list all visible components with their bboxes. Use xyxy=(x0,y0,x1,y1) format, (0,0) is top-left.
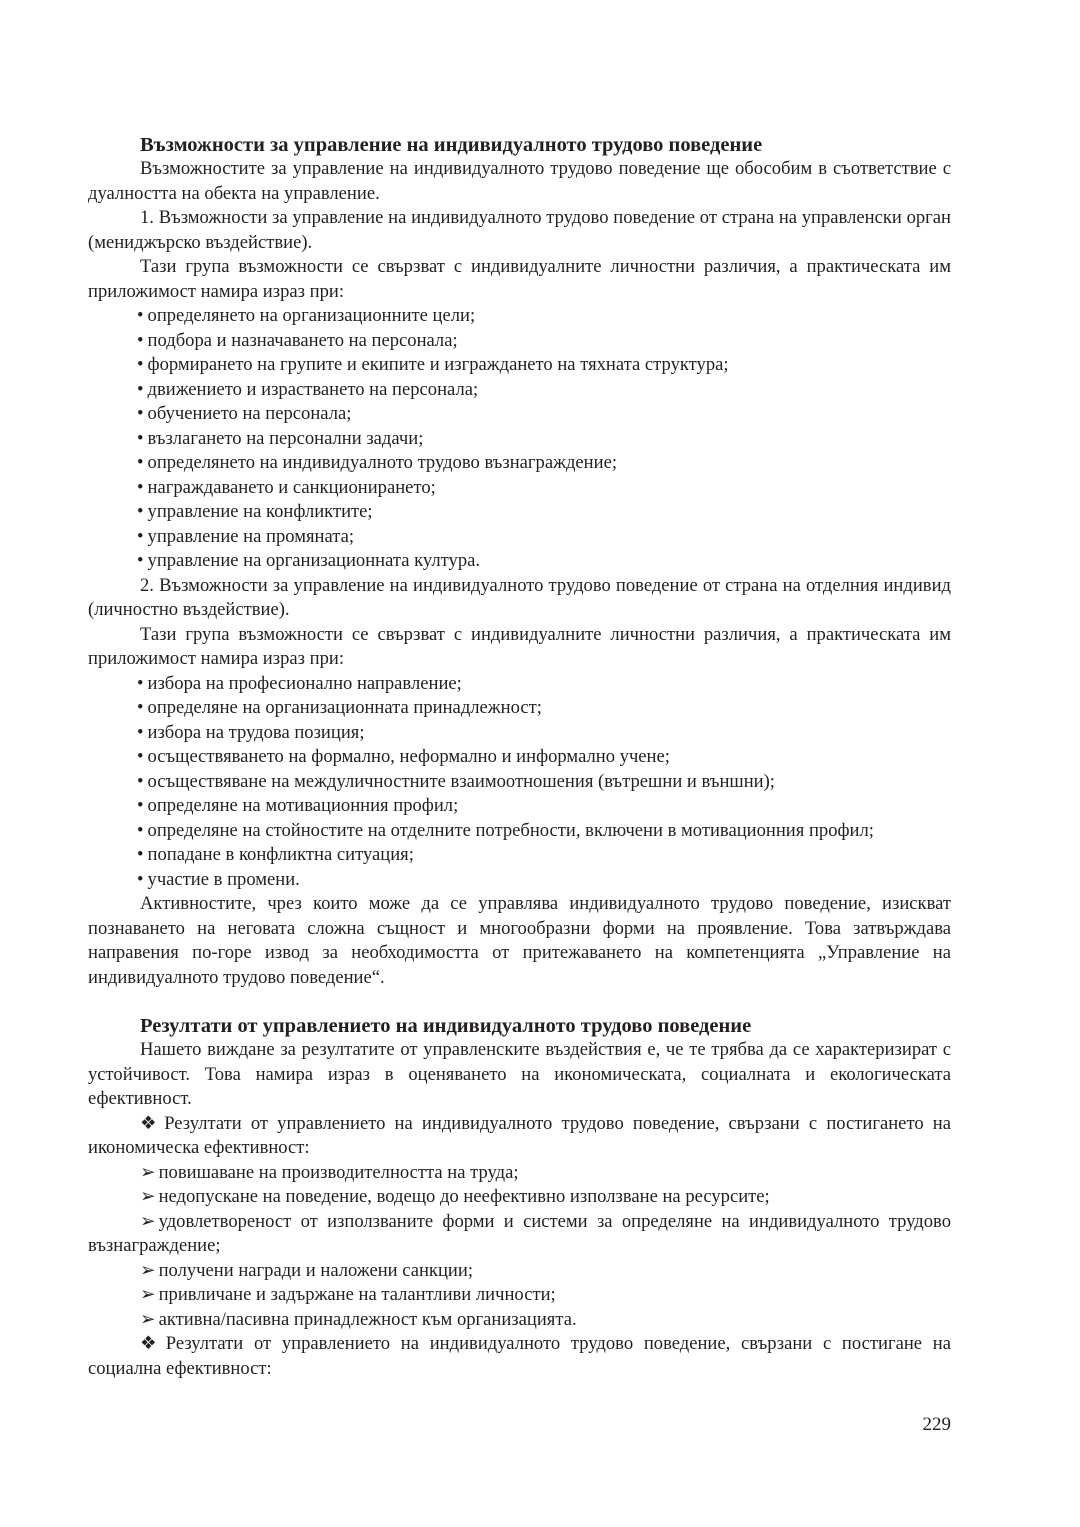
bullet-marker: • xyxy=(137,476,144,498)
bullet-marker: • xyxy=(137,550,144,571)
bullet-marker: • xyxy=(137,697,144,718)
list-item: • обучението на персонала; xyxy=(137,403,352,424)
bullet-marker: • xyxy=(137,746,144,767)
arrow-marker: ➢ xyxy=(140,1284,156,1305)
page-content xyxy=(88,133,951,1381)
list-item: ➢ недопускане на поведение, водещо до неефективно използване на ресурсите; xyxy=(140,1186,770,1207)
list-item: • формирането на групите и екипите и изграждането на тяхната структура; xyxy=(137,354,729,375)
paragraph-results-intro: Нашето виждане за резултатите от управленските въздействия е, че те трябва да се характеризират с устойчивост. Това намира израз в оценяването на икономическата, социалната и екологическата ефективност. xyxy=(88,1039,951,1109)
bullet-marker: • xyxy=(137,868,144,890)
list-item: ➢ привличане и задържане на талантливи личности; xyxy=(140,1284,556,1305)
arrow-marker: ➢ xyxy=(140,1186,156,1207)
section-heading-results: Резултати от управлението на индивидуалното трудово поведение xyxy=(140,1015,752,1037)
paragraph-group1-intro: Тази група възможности се свързват с индивидуалните личностни различия, а практическата им приложимост намира израз при: xyxy=(88,256,951,302)
list-item: • движението и израстването на персонала; xyxy=(137,378,479,400)
bullet-marker: • xyxy=(137,305,144,326)
paragraph-closing: Активностите, чрез които може да се управлява индивидуалното трудово поведение, изискват познаването на неговата сложна същност и многообразни форми на проявление. Това затвърждава направения по-горе извод за необходимостта от притежаването на компетенцията „Управление на индивидуалното трудово поведение“. xyxy=(88,893,951,988)
diamond-marker: ❖ xyxy=(140,1333,163,1354)
paragraph-social-intro: ❖ Резултати от управлението на индивидуалното трудово поведение, свързани с постигане на социална ефективност: xyxy=(88,1333,951,1379)
section-heading-possibilities: Възможности за управление на индивидуалното трудово поведение xyxy=(140,134,763,156)
list-item: ➢ повишаване на производителността на труда; xyxy=(140,1161,519,1183)
list-item: • определяне на стойностите на отделните потребности, включени в мотивационния профил; xyxy=(137,819,874,841)
arrow-marker: ➢ xyxy=(140,1210,156,1232)
paragraph-group2-intro: Тази група възможности се свързват с индивидуалните личностни различия, а практическата им приложимост намира израз при: xyxy=(88,623,951,669)
bullet-list-personal xyxy=(88,672,951,893)
bullet-marker: • xyxy=(137,452,144,473)
arrow-marker: ➢ xyxy=(140,1259,156,1281)
list-item: • управление на промяната; xyxy=(137,525,355,547)
paragraph-intro: Възможностите за управление на индивидуалното трудово поведение ще обособим в съответствие с дуалността на обекта на управление. xyxy=(88,158,951,204)
list-item: • избора на трудова позиция; xyxy=(137,721,365,743)
paragraph-item-1: 1. Възможности за управление на индивидуалното трудово поведение от страна на управленски орган (мениджърско въздействие). xyxy=(88,207,951,253)
list-item: • попадане в конфликтна ситуация; xyxy=(137,844,414,865)
list-item: • възлагането на персонални задачи; xyxy=(137,427,424,449)
list-item: ➢ активна/пасивна принадлежност към организацията. xyxy=(140,1308,577,1330)
arrow-marker: ➢ xyxy=(140,1161,156,1183)
list-item: ➢ удовлетвореност от използваните форми и системи за определяне на индивидуалното трудово възнаграждение; xyxy=(88,1210,951,1256)
document-page xyxy=(88,0,951,1527)
list-item: • управление на конфликтите; xyxy=(137,501,373,522)
bullet-marker: • xyxy=(137,427,144,449)
list-item: • подбора и назначаването на персонала; xyxy=(137,329,458,351)
list-item: ➢ получени награди и наложени санкции; xyxy=(140,1259,473,1281)
paragraph-item-2: 2. Възможности за управление на индивидуалното трудово поведение от страна на отделния индивид (личностно въздействие). xyxy=(88,574,951,620)
arrow-marker: ➢ xyxy=(140,1308,156,1330)
bullet-marker: • xyxy=(137,770,144,792)
bullet-marker: • xyxy=(137,844,144,865)
list-item: • осъществяването на формално, неформално и информално учене; xyxy=(137,746,670,767)
list-item: • определянето на организационните цели; xyxy=(137,305,476,326)
list-item: • участие в промени. xyxy=(137,868,300,890)
bullet-marker: • xyxy=(137,721,144,743)
paragraph-economic-intro: ❖ Резултати от управлението на индивидуалното трудово поведение, свързани с постигането на икономическа ефективност: xyxy=(88,1112,951,1158)
list-item: • награждаването и санкционирането; xyxy=(137,476,436,498)
bullet-marker: • xyxy=(137,525,144,547)
list-item: • управление на организационната култура. xyxy=(137,550,481,571)
bullet-marker: • xyxy=(137,795,144,816)
bullet-marker: • xyxy=(137,501,144,522)
bullet-marker: • xyxy=(137,354,144,375)
diamond-marker: ❖ xyxy=(140,1112,162,1134)
bullet-marker: • xyxy=(137,403,144,424)
bullet-list-managerial xyxy=(88,304,951,574)
list-item: • определянето на индивидуалното трудово възнаграждение; xyxy=(137,452,617,473)
page-number: 229 xyxy=(922,1414,951,1435)
list-item: • определяне на организационната принадлежност; xyxy=(137,697,542,718)
list-item: • осъществяване на междуличностните взаимоотношения (вътрешни и външни); xyxy=(137,770,775,792)
bullet-marker: • xyxy=(137,819,144,841)
bullet-marker: • xyxy=(137,672,144,694)
list-item: • определяне на мотивационния профил; xyxy=(137,795,459,816)
bullet-marker: • xyxy=(137,378,144,400)
bullet-marker: • xyxy=(137,329,144,351)
arrow-list-economic xyxy=(88,1161,951,1333)
list-item: • избора на професионално направление; xyxy=(137,672,462,694)
